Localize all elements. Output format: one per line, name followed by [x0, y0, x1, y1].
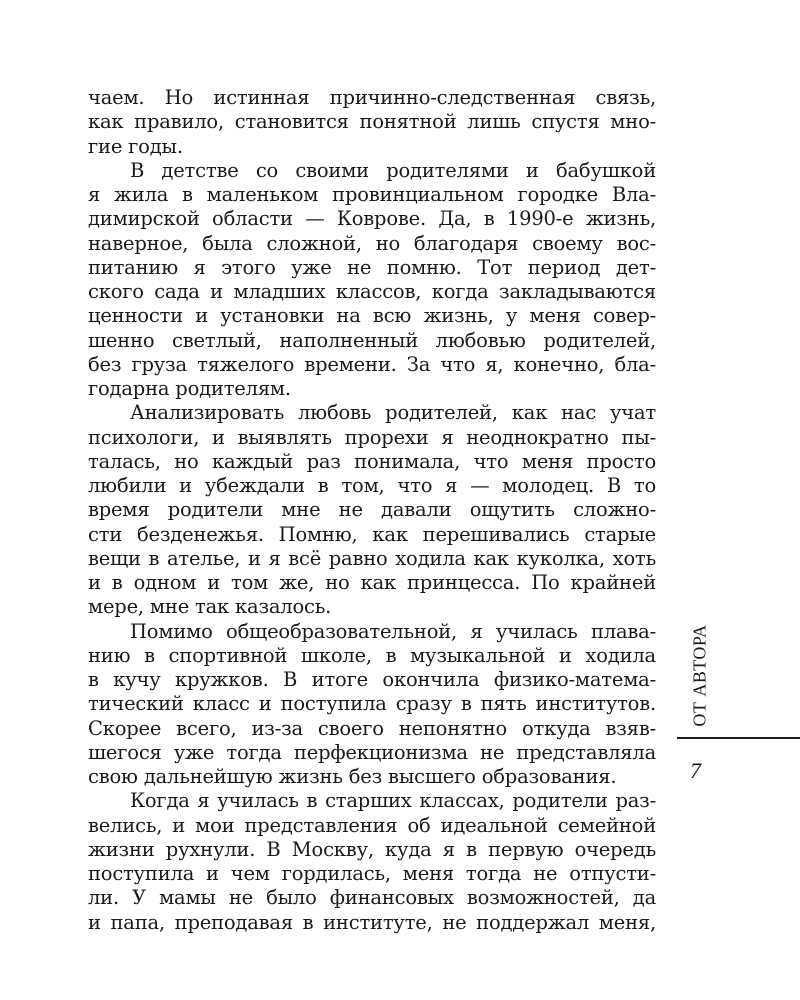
text-line: Анализировать любовь родителей, как нас учат — [130, 401, 656, 425]
page-number: 7 — [690, 758, 701, 783]
text-line: талась, но каждый раз понимала, что меня просто — [88, 449, 656, 473]
body-text — [88, 86, 656, 935]
text-line: димирской области — Коврове. Да, в 1990-е жизнь, — [88, 207, 656, 231]
text-line: время родители мне не давали ощутить сложно- — [88, 498, 656, 522]
text-line: В детстве со своими родителями и бабушкой — [130, 158, 656, 182]
text-line: шегося уже тогда перфекционизма не представляла — [88, 740, 656, 764]
text-line: без груза тяжелого времени. За что я, конечно, бла- — [88, 352, 656, 376]
text-line: жизни рухнули. В Москву, куда я в первую очередь — [88, 837, 656, 861]
text-line: в кучу кружков. В итоге окончила физико-матема- — [88, 668, 656, 691]
text-line: ли. У мамы не было финансовых возможностей, да — [88, 886, 656, 910]
text-line: нию в спортивной школе, в музыкальной и ходила — [88, 643, 656, 667]
text-line: мере, мне так казалось. — [88, 595, 332, 619]
text-line: сти безденежья. Помню, как перешивались старые — [88, 522, 656, 546]
text-line: и папа, преподавая в институте, не поддержал меня, — [88, 910, 656, 934]
text-line: ценности и установки на всю жизнь, у меня совер- — [88, 304, 656, 328]
text-line: велись, и мои представления об идеальной семейной — [88, 813, 656, 837]
text-line: Когда я училась в старших классах, родители раз- — [130, 789, 656, 813]
text-line: психологи, и выявлять прорехи я неоднократно пы- — [88, 425, 656, 449]
text-line: питанию я этого уже не помню. Тот период дет- — [88, 255, 656, 279]
margin-divider — [677, 737, 800, 739]
text-line: и в одном и том же, но как принцесса. По крайней — [88, 571, 656, 594]
section-label-text: ОТ АВТОРА — [689, 623, 710, 727]
text-line: Скорее всего, из-за своего непонятно откуда взяв- — [88, 716, 656, 740]
text-line: тический класс и поступила сразу в пять институтов. — [88, 692, 656, 716]
text-line: вещи в ателье, и я всё равно ходила как куколка, хоть — [88, 546, 656, 570]
text-line: любили и убеждали в том, что я — молодец. В то — [88, 474, 656, 497]
section-label — [675, 610, 725, 740]
text-line: Помимо общеобразовательной, я училась плава- — [130, 619, 656, 643]
text-line: свою дальнейшую жизнь без высшего образования. — [88, 765, 617, 788]
text-line: поступила и чем гордилась, меня тогда не отпусти- — [88, 862, 656, 885]
text-line: гие годы. — [88, 134, 183, 158]
text-line: чаем. Но истинная причинно-следственная связь, — [88, 86, 656, 109]
text-line: шенно светлый, наполненный любовью родителей, — [88, 328, 656, 352]
text-line: как правило, становится понятной лишь спустя мно- — [88, 110, 656, 134]
text-line: годарна родителям. — [88, 377, 291, 400]
text-line: ского сада и младших классов, когда закладываются — [88, 280, 656, 303]
text-line: я жила в маленьком провинциальном городке Вла- — [88, 183, 656, 206]
text-line: наверное, была сложной, но благодаря своему вос- — [88, 231, 656, 255]
